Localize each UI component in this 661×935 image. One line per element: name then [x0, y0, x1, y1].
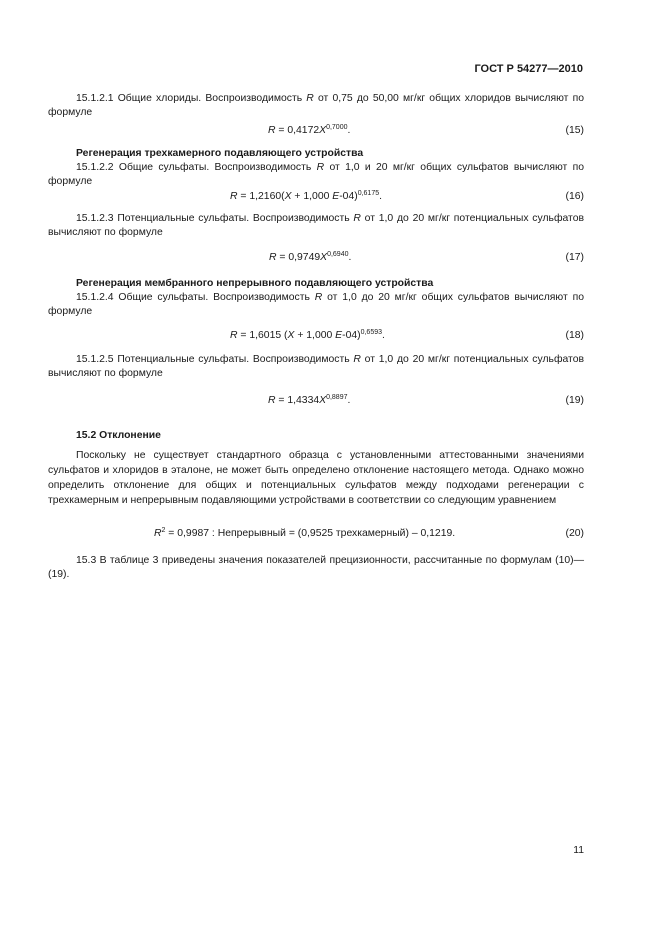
- standard-header: ГОСТ Р 54277—2010: [474, 63, 583, 75]
- text: 15.1.2.3 Потенциальные сульфаты. Воспроизводимость: [76, 213, 354, 224]
- section-heading-three-chamber: Регенерация трехкамерного подавляющего устройства: [76, 148, 364, 159]
- text: от 1,0 до 20 мг/кг потенциальных сульфатов вычисляют по формуле: [48, 213, 584, 238]
- formula-number: (17): [565, 252, 584, 263]
- formula-expression: $R = 0,9749X^{0,6940}$.: [269, 251, 352, 263]
- paragraph-15-1-2-5: [48, 353, 584, 381]
- formula-number: (16): [565, 191, 584, 202]
- variable-r: R: [314, 292, 323, 303]
- text: 15.1.2.5 Потенциальные сульфаты. Воспроизводимость: [76, 354, 354, 365]
- variable-r: R: [306, 93, 314, 104]
- formula-17: [48, 251, 584, 265]
- paragraph-15-3: 15.3 В таблице 3 приведены значения показателей прецизионности, рассчитанные по формулам (10)—(19).: [48, 555, 584, 580]
- formula-expression: R = 1,6015 (X + 1,000 E-04)$^{0,6593}$.: [230, 329, 385, 341]
- formula-number: (20): [565, 528, 584, 539]
- formula-19: [48, 394, 584, 408]
- page-number: 11: [573, 845, 584, 856]
- paragraph-15-1-2-3: [48, 212, 584, 240]
- paragraph-15-1-2-4: [48, 291, 584, 319]
- formula-15: [48, 124, 584, 138]
- formula-expression: $R = 0,4172X^{0,7000}$.: [268, 124, 351, 136]
- formula-18: [48, 329, 584, 343]
- formula-number: (15): [565, 125, 584, 136]
- text: от 1,0 до 20 мг/кг общих сульфатов вычисляют по формуле: [48, 292, 584, 317]
- paragraph-15-1-2-2: [48, 161, 584, 189]
- formula-number: (19): [565, 395, 584, 406]
- text: 15.1.2.2 Общие сульфаты. Воспроизводимость: [76, 162, 317, 173]
- formula-expression: $R = 1,4334X^{0,8897}$.: [268, 394, 351, 406]
- formula-expression: $R^2 = 0,9987$ : Непрерывный = (0,9525 трехкамерный) – 0,1219.: [154, 527, 456, 539]
- paragraph-15-1-2-1: [48, 92, 584, 120]
- formula-expression: R = 1,2160(X + 1,000 E-04)$^{0,6175}$.: [230, 190, 383, 202]
- formula-20: [48, 527, 584, 541]
- section-heading-15-2: 15.2 Отклонение: [76, 430, 161, 441]
- paragraph-15-2-body: Поскольку не существует стандартного образца с установленными аттестованными значениями сульфатов и хлоридов в эталоне, не может быть определено отклонение настоящего метода. Однако можно определить отклонение для общих и потенциальных сульфатов между подходами регенерации с трехкамерным и непрерывным подавляющими устройствами в соответствии со следующим уравнением: [48, 450, 584, 506]
- text: от 0,75 до 50,00 мг/кг общих хлоридов вычисляют по формуле: [48, 93, 584, 118]
- text: 15.1.2.4 Общие сульфаты. Воспроизводимость: [76, 292, 315, 303]
- text: 15.1.2.1 Общие хлориды. Воспроизводимость: [76, 93, 307, 104]
- text: от 1,0 и 20 мг/кг общих сульфатов вычисляют по формуле: [48, 162, 585, 187]
- variable-r: R: [353, 213, 361, 224]
- section-heading-membrane: Регенерация мембранного непрерывного подавляющего устройства: [76, 278, 434, 289]
- formula-number: (18): [565, 330, 584, 341]
- formula-16: [48, 190, 584, 204]
- text: от 1,0 до 20 мг/кг потенциальных сульфатов вычисляют по формуле: [48, 354, 584, 379]
- variable-r: R: [353, 354, 361, 365]
- variable-r: R: [316, 162, 325, 173]
